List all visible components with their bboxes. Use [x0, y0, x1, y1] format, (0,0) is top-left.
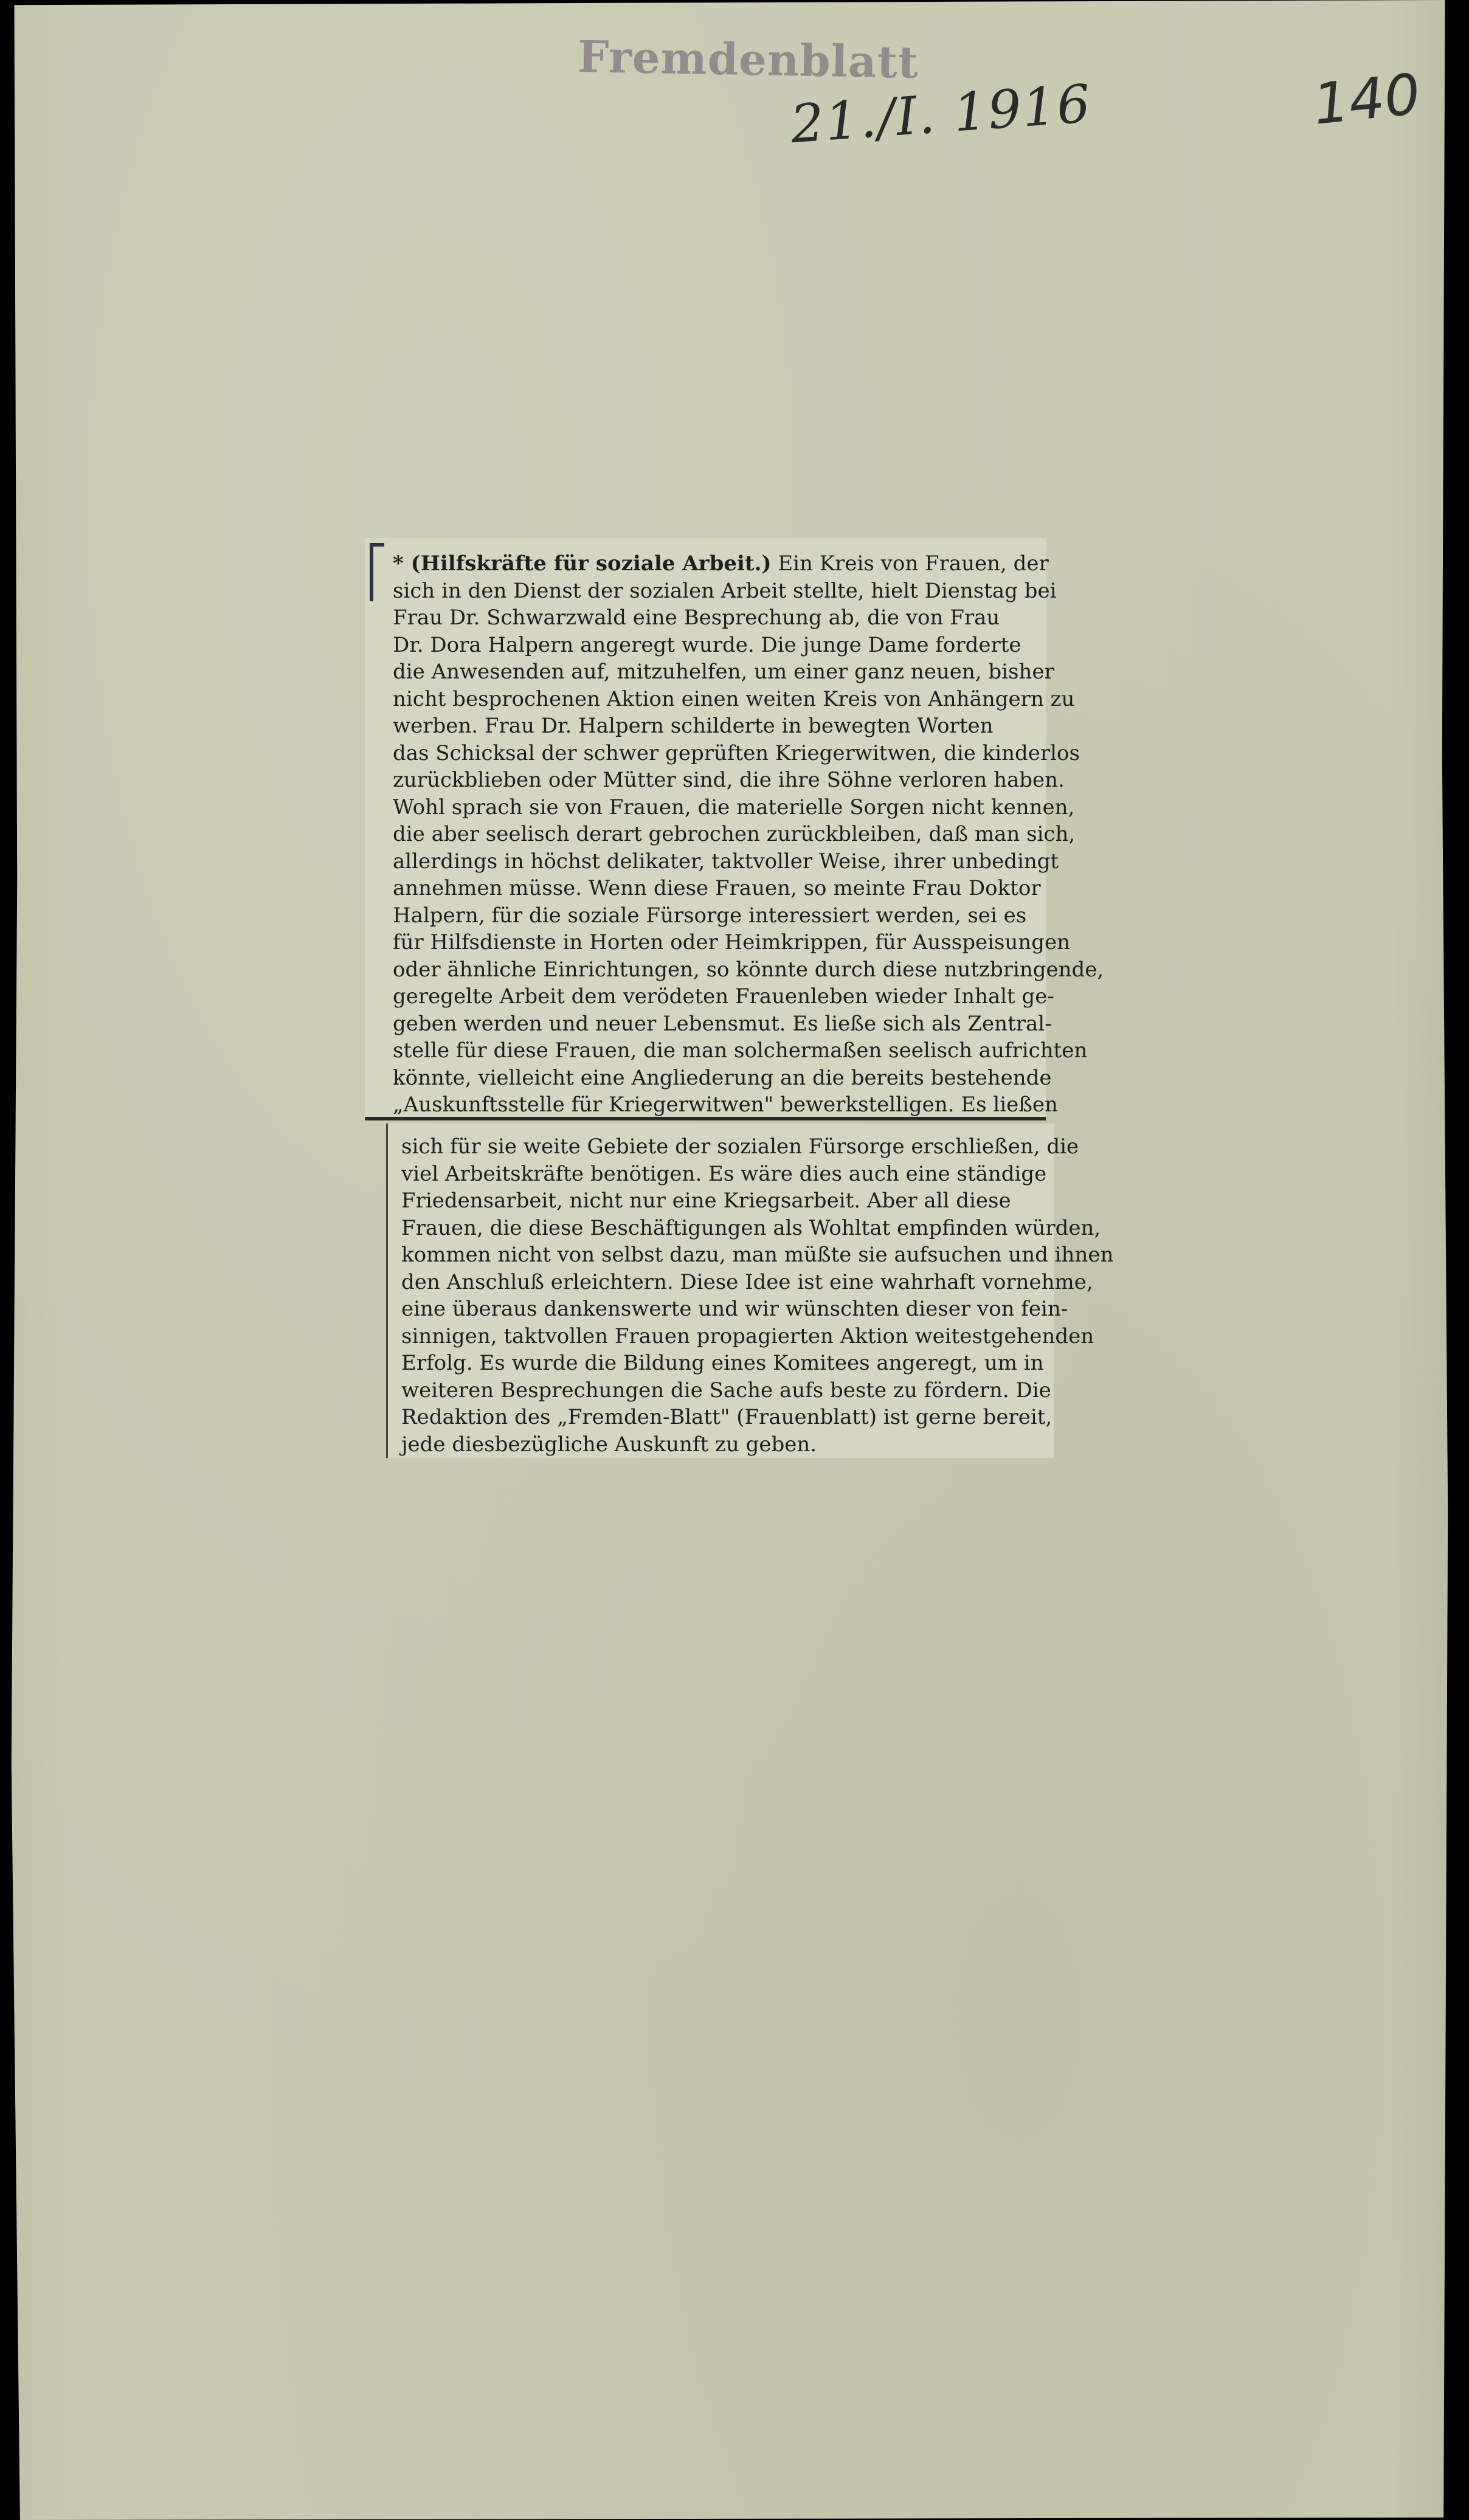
handwritten-date: 21./I. 1916: [789, 73, 1094, 156]
article-column-2: [401, 1133, 1114, 1458]
article-line: den Anschluß erleichtern. Diese Idee ist eine wahrhaft vornehme,: [401, 1269, 1093, 1294]
article-line: für Hilfsdienste in Horten oder Heimkrippen, für Ausspeisungen: [393, 930, 1070, 954]
article-line: sinnigen, taktvollen Frauen propagierten Aktion weitestgehenden: [401, 1324, 1094, 1348]
article-line: weiteren Besprechungen die Sache aufs beste zu fördern. Die: [401, 1378, 1051, 1403]
article-line: zurückblieben oder Mütter sind, die ihre Söhne verloren haben.: [393, 768, 1065, 792]
article-line: allerdings in höchst delikater, taktvoller Weise, ihrer unbedingt: [393, 849, 1059, 874]
newspaper-stamp: Fremdenblatt: [577, 30, 919, 88]
article-line: Dr. Dora Halpern angeregt wurde. Die junge Dame forderte: [393, 632, 1021, 657]
article-line: nicht besprochenen Aktion einen weiten Kreis von Anhängern zu: [393, 686, 1075, 711]
article-line: die Anwesenden auf, mitzuhelfen, um einer ganz neuen, bisher: [393, 660, 1054, 684]
article-line: Erfolg. Es wurde die Bildung eines Komitees angeregt, um in: [401, 1351, 1044, 1375]
article-headline: * (Hilfskräfte für soziale Arbeit.): [393, 551, 772, 576]
article-line: Ein Kreis von Frauen, der: [771, 551, 1049, 576]
page-number: 140: [1310, 61, 1423, 137]
article-line: Frau Dr. Schwarzwald eine Besprechung ab, die von Frau: [393, 606, 1000, 630]
article-line: eine überaus dankenswerte und wir wünschten dieser von fein-: [401, 1297, 1068, 1321]
newspaper-clipping-part-1: [365, 538, 1104, 1120]
article-line: könnte, vielleicht eine Angliederung an die bereits bestehende: [393, 1065, 1052, 1090]
article-first-line: [393, 550, 1049, 578]
article-column-1: [393, 550, 1104, 1119]
article-line: werben. Frau Dr. Halpern schilderte in bewegten Worten: [393, 714, 994, 738]
article-line: geben werden und neuer Lebensmut. Es ließe sich als Zentral-: [393, 1011, 1052, 1036]
article-line: Frauen, die diese Beschäftigungen als Wohltat empfinden würden,: [401, 1215, 1101, 1240]
clipping-corner-mark: [370, 543, 384, 601]
article-line: stelle für diese Frauen, die man solchermaßen seelisch aufrichten: [393, 1038, 1088, 1063]
article-line: Redaktion des „Fremden-Blatt" (Frauenblatt) ist gerne bereit,: [401, 1405, 1052, 1429]
newspaper-clipping-part-2: [386, 1124, 1114, 1458]
article-line: das Schicksal der schwer geprüften Kriegerwitwen, die kinderlos: [393, 740, 1080, 765]
article-line: die aber seelisch derart gebrochen zurückbleiben, daß man sich,: [393, 822, 1076, 846]
article-line: „Auskunftsstelle für Kriegerwitwen" bewerkstelligen. Es ließen: [393, 1093, 1058, 1117]
article-line: sich in den Dienst der sozialen Arbeit stellte, hielt Dienstag bei: [393, 578, 1057, 603]
article-line: jede diesbezügliche Auskunft zu geben.: [401, 1432, 817, 1457]
article-line: Friedensarbeit, nicht nur eine Kriegsarbeit. Aber all diese: [401, 1189, 1011, 1213]
article-line: sich für sie weite Gebiete der sozialen Fürsorge erschließen, die: [401, 1134, 1079, 1159]
article-line: Wohl sprach sie von Frauen, die materielle Sorgen nicht kennen,: [393, 795, 1075, 820]
article-line: kommen nicht von selbst dazu, man müßte sie aufsuchen und ihnen: [401, 1243, 1114, 1267]
article-line: annehmen müsse. Wenn diese Frauen, so meinte Frau Doktor: [393, 876, 1041, 900]
article-line: viel Arbeitskräfte benötigen. Es wäre dies auch eine ständige: [401, 1161, 1047, 1186]
article-line: oder ähnliche Einrichtungen, so könnte durch diese nutzbringende,: [393, 957, 1104, 982]
article-line: geregelte Arbeit dem verödeten Frauenleben wieder Inhalt ge-: [393, 984, 1054, 1009]
article-line: Halpern, für die soziale Fürsorge interessiert werden, sei es: [393, 903, 1027, 928]
